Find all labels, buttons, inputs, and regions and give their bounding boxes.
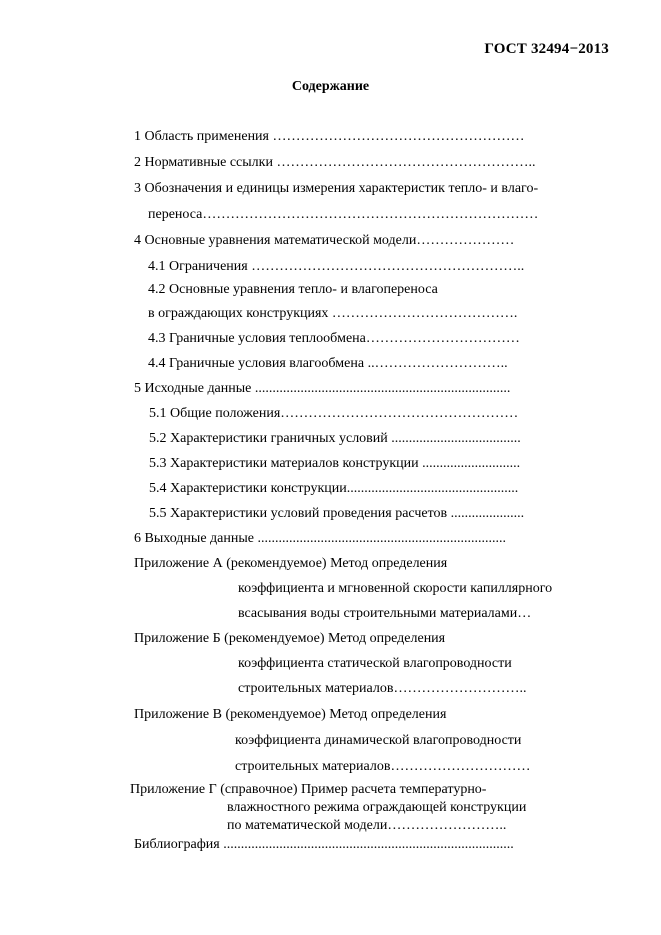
toc-line: всасывания воды строительными материалами…	[238, 606, 532, 621]
toc-line: Библиография ...................................................................................	[134, 837, 514, 852]
toc-line: 5.2 Характеристики граничных условий .....................................	[149, 431, 521, 446]
toc-line: в ограждающих конструкциях ………………………………….	[148, 306, 518, 321]
toc-line: 5.1 Общие положения……………………………………………	[149, 406, 519, 421]
toc-line: 4 Основные уравнения математической модели…………………	[134, 233, 515, 248]
toc-line: переноса………………………………………………………………	[148, 207, 539, 222]
toc-title: Содержание	[291, 79, 370, 94]
toc-line: коэффициента статической влагопроводности	[238, 656, 512, 671]
toc-line: 5 Исходные данные .........................................................................	[134, 381, 511, 396]
toc-line: 4.2 Основные уравнения тепло- и влагопереноса	[148, 282, 438, 297]
toc-line: строительных материалов…………………………	[235, 759, 531, 774]
toc-line: 3 Обозначения и единицы измерения характеристик тепло- и влаго-	[134, 181, 539, 196]
toc-line: 6 Выходные данные .......................................................................	[134, 531, 506, 546]
toc-line: коэффициента и мгновенной скорости капиллярного	[238, 581, 553, 596]
toc-line: строительных материалов………………………..	[238, 681, 527, 696]
toc-line: коэффициента динамической влагопроводности	[235, 733, 522, 748]
toc-line: Приложение Б (рекомендуемое) Метод определения	[134, 631, 446, 646]
toc-line: 5.3 Характеристики материалов конструкции ............................	[149, 456, 521, 471]
toc-line: влажностного режима ограждающей конструкции	[227, 800, 527, 815]
document-header-code: ГОСТ 32494−2013	[484, 41, 609, 57]
toc-line: Приложение В (рекомендуемое) Метод определения	[134, 707, 447, 722]
toc-line: 5.5 Характеристики условий проведения расчетов .....................	[149, 506, 525, 521]
toc-line: 4.3 Граничные условия теплообмена……………………………	[148, 331, 520, 346]
toc-line: 2 Нормативные ссылки ………………………………………………..	[134, 155, 536, 170]
toc-line: 1 Область применения ………………………………………………	[134, 129, 525, 144]
toc-line: Приложение Г (справочное) Пример расчета температурно-	[130, 782, 487, 797]
toc-line: по математической модели……………………..	[227, 818, 507, 833]
toc-line: 4.1 Ограничения …………………………………………………..	[148, 259, 525, 274]
toc-line: 4.4 Граничные условия влагообмена ..………………………..	[148, 356, 508, 371]
toc-line: 5.4 Характеристики конструкции.................................................	[149, 481, 519, 496]
toc-line: Приложение А (рекомендуемое) Метод определения	[134, 556, 448, 571]
